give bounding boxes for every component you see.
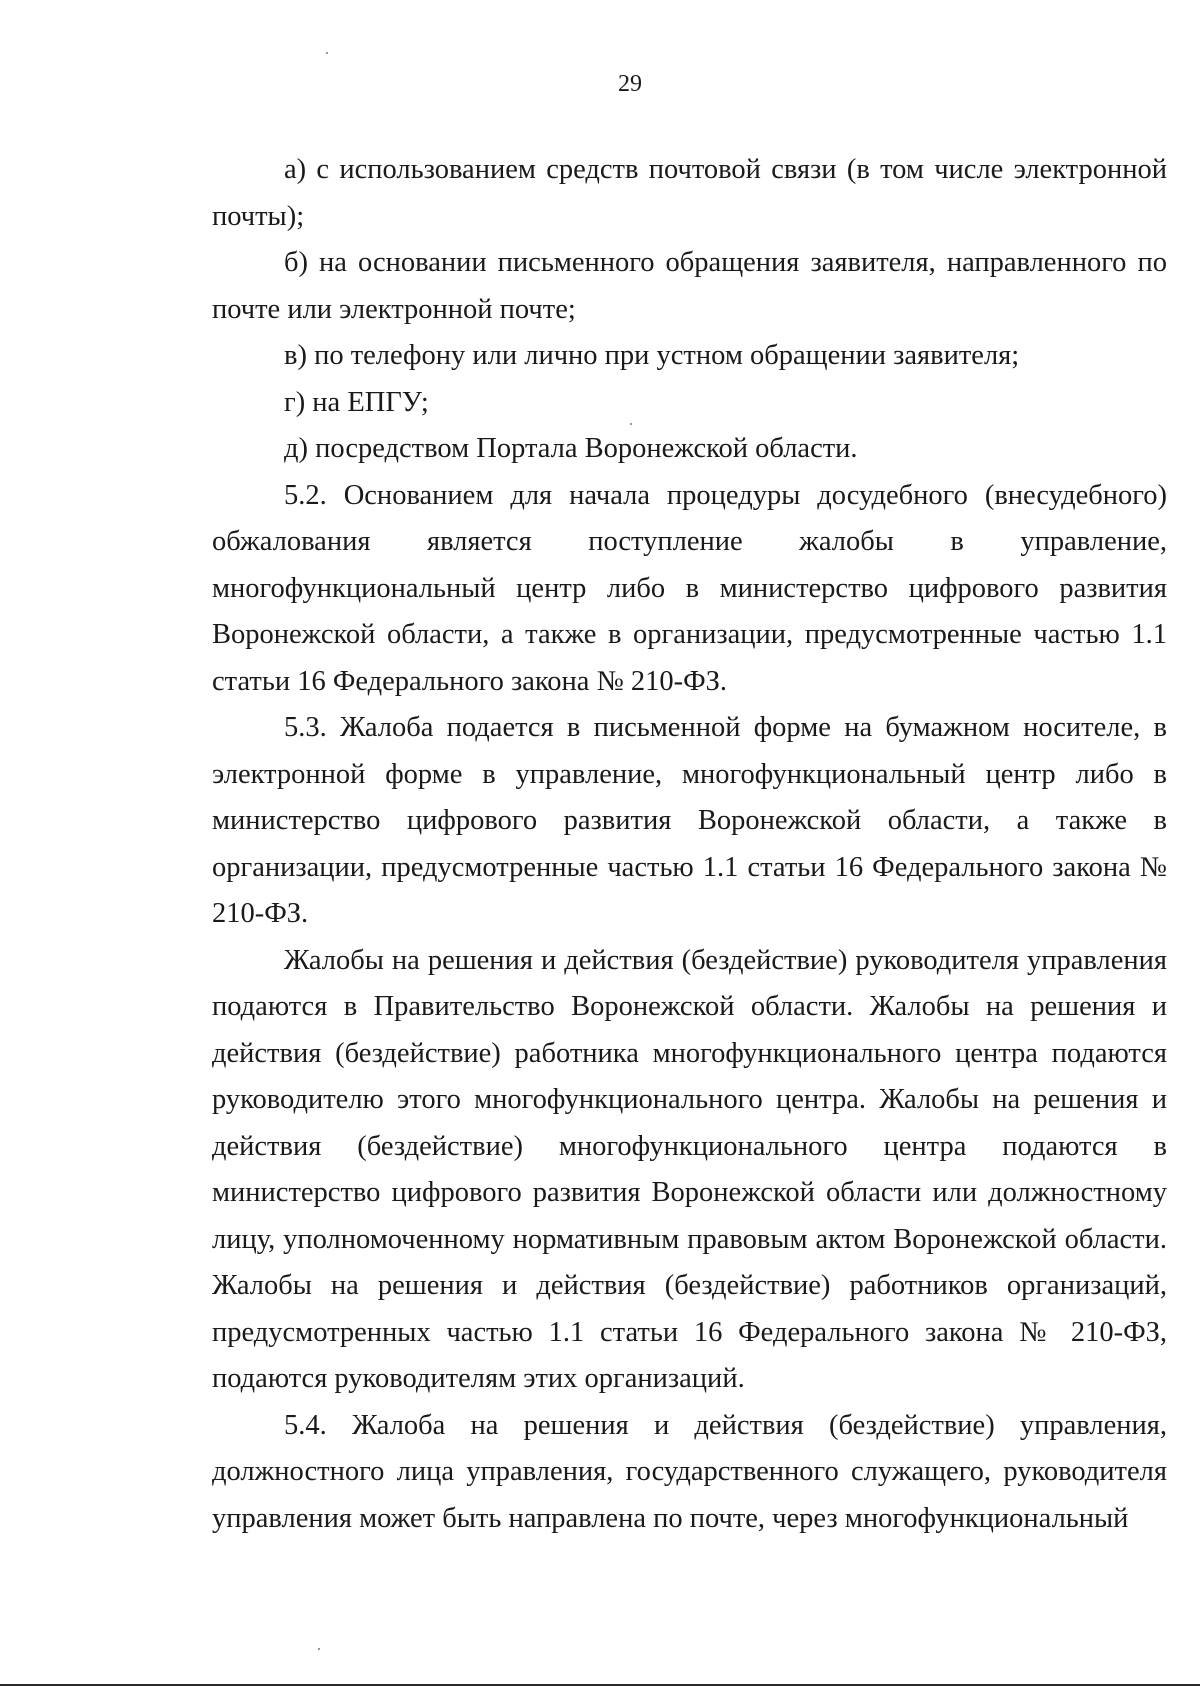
paragraph-item-d: д) посредством Портала Воронежской области.	[284, 433, 858, 464]
paragraph-5-2: 5.2. Основанием для начала процедуры досудебного (внесудебного) обжалования является поступление жалобы в управление, многофункциональный центр либо в министерство цифрового развития Воронежской области, а также в организации, предусмотренные частью 1.1 статьи 16 Федерального закона № 210-ФЗ.	[212, 479, 1167, 697]
scan-speck	[318, 1648, 320, 1650]
paragraph-item-g: г) на ЕПГУ;	[284, 386, 429, 418]
scan-speck	[630, 423, 632, 425]
page-bottom-edge	[0, 1684, 1200, 1686]
paragraph-item-a: а) с использованием средств почтовой связи (в том числе электронной почты);	[212, 154, 1167, 232]
paragraph-item-v: в) по телефону или лично при устном обращении заявителя;	[284, 340, 1020, 371]
scan-speck	[326, 52, 328, 54]
paragraph-5-4: 5.4. Жалоба на решения и действия (бездействие) управления, должностного лица управления, государственного служащего, руководителя управления может быть направлена по почте, через многофункциональный	[212, 1409, 1167, 1534]
page-number: 29	[618, 71, 642, 97]
body-text	[212, 147, 1167, 1542]
paragraph-complaints: Жалобы на решения и действия (бездействие) руководителя управления подаются в Правительство Воронежской области. Жалобы на решения и действия (бездействие) работника многофункционального центра подаются руководителю этого многофункционального центра. Жалобы на решения и действия (бездействие) многофункционального центра подаются в министерство цифрового развития Воронежской области или должностному лицу, уполномоченному нормативным правовым актом Воронежской области. Жалобы на решения и действия (бездействие) работников организаций, предусмотренных частью 1.1 статьи 16 Федерального закона № 210-ФЗ, подаются руководителям этих организаций.	[212, 944, 1167, 1394]
paragraph-item-b: б) на основании письменного обращения заявителя, направленного по почте или электронной почте;	[212, 247, 1167, 325]
paragraph-5-3: 5.3. Жалоба подается в письменной форме на бумажном носителе, в электронной форме в управление, многофункциональный центр либо в министерство цифрового развития Воронежской области, а также в организации, предусмотренные частью 1.1 статьи 16 Федерального закона № 210-ФЗ.	[212, 712, 1167, 929]
